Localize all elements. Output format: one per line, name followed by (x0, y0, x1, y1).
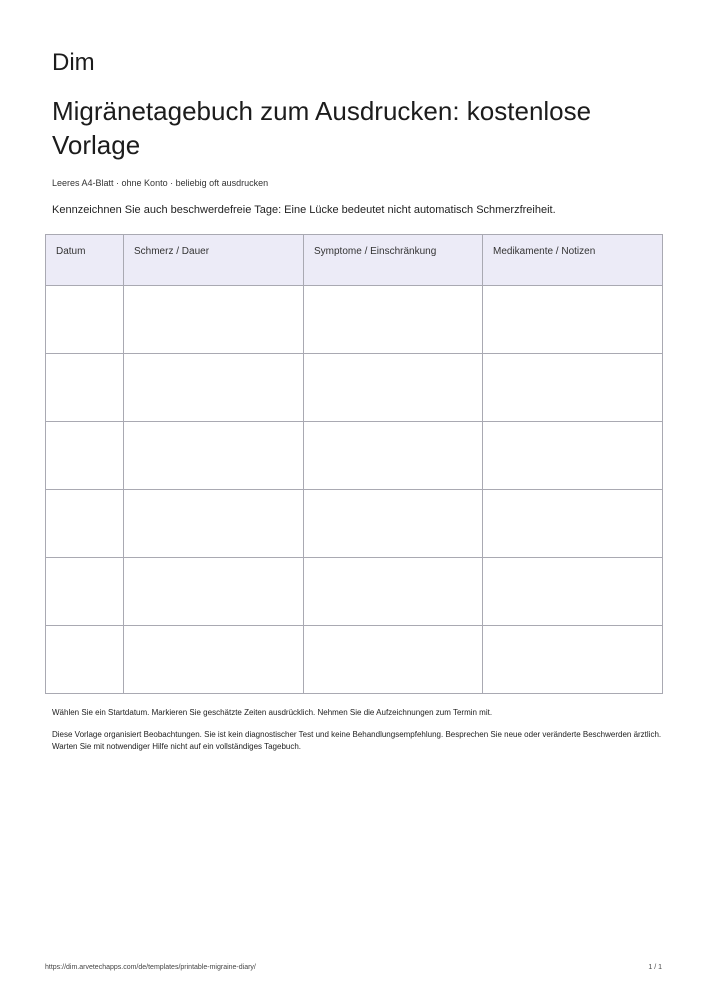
column-header-symptoms (304, 235, 483, 286)
table-header-row (46, 235, 663, 286)
table-cell (483, 354, 663, 422)
table-cell (304, 354, 483, 422)
column-header-label: Schmerz / Dauer (134, 246, 210, 257)
column-header-pain-duration (124, 235, 304, 286)
table-cell (483, 490, 663, 558)
column-header-label: Symptome / Einschränkung (314, 246, 437, 257)
table-cell (304, 422, 483, 490)
column-header-date (46, 235, 124, 286)
footer-url: https://dim.arvetechapps.com/de/templates/printable-migraine-diary/ (45, 964, 256, 971)
footer-page-number: 1 / 1 (648, 964, 662, 971)
table-cell (46, 626, 124, 694)
disclaimer-note: Diese Vorlage organisiert Beobachtungen. Sie ist kein diagnostischer Test und keine Behandlungsempfehlung. Besprechen Sie neue oder veränderte Beschwerden ärztlich. Warten Sie mit notwendiger Hilfe nicht auf ein vollständiges Tagebuch. (52, 730, 662, 751)
table-row (46, 626, 663, 694)
table-cell (304, 286, 483, 354)
table-cell (304, 490, 483, 558)
column-header-label: Datum (56, 246, 86, 257)
table-cell (46, 422, 124, 490)
table-cell (483, 558, 663, 626)
table-cell (46, 354, 124, 422)
migraine-diary-table (45, 234, 663, 694)
table-cell (46, 558, 124, 626)
brand-name: Dim (52, 49, 95, 76)
table-cell (124, 354, 304, 422)
table-cell (46, 490, 124, 558)
table-cell (46, 286, 124, 354)
table-row (46, 490, 663, 558)
table-cell (124, 422, 304, 490)
table-cell (304, 558, 483, 626)
table-cell (124, 558, 304, 626)
page-title: Migränetagebuch zum Ausdrucken: kostenlose Vorlage (52, 96, 592, 160)
table-cell (483, 422, 663, 490)
table-row (46, 354, 663, 422)
table-cell (304, 626, 483, 694)
table-row (46, 558, 663, 626)
instructions-note: Wählen Sie ein Startdatum. Markieren Sie geschätzte Zeiten ausdrücklich. Nehmen Sie die Aufzeichnungen zum Termin mit. (52, 708, 493, 717)
template-meta: Leeres A4-Blatt · ohne Konto · beliebig oft ausdrucken (52, 178, 269, 188)
table-row (46, 422, 663, 490)
column-header-medication-notes (483, 235, 663, 286)
table-cell (124, 626, 304, 694)
column-header-label: Medikamente / Notizen (493, 246, 596, 257)
table-cell (124, 286, 304, 354)
table-cell (124, 490, 304, 558)
table-row (46, 286, 663, 354)
table-cell (483, 626, 663, 694)
table-cell (483, 286, 663, 354)
usage-hint: Kennzeichnen Sie auch beschwerdefreie Tage: Eine Lücke bedeutet nicht automatisch Schmerzfreiheit. (52, 204, 556, 216)
